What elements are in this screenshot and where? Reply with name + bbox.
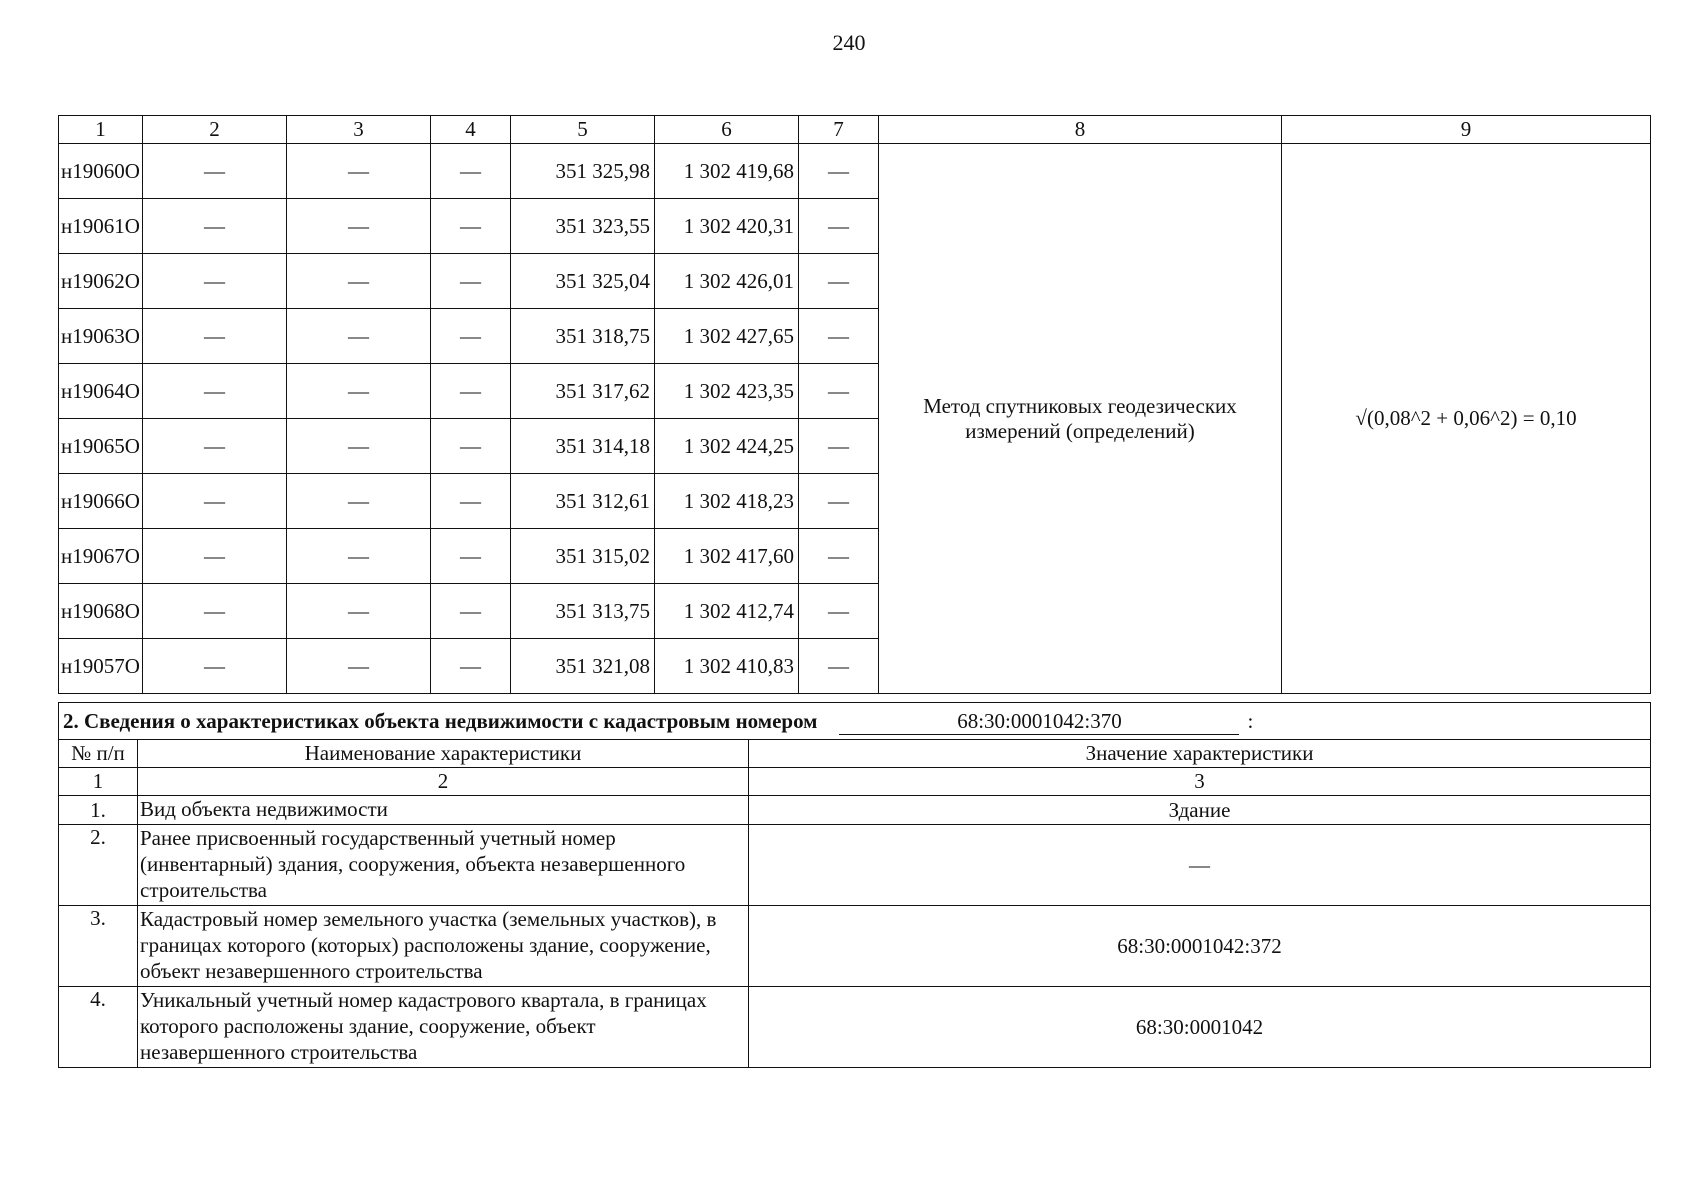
empty-cell: — xyxy=(799,584,879,639)
column-header: 1 xyxy=(59,116,143,144)
empty-cell: — xyxy=(287,419,431,474)
table-row xyxy=(59,987,1651,1068)
point-name: н19067О xyxy=(59,529,143,584)
empty-cell: — xyxy=(287,584,431,639)
coordinate-y: 1 302 420,31 xyxy=(655,199,799,254)
empty-cell: — xyxy=(799,419,879,474)
row-number: 4. xyxy=(59,987,138,1068)
column-header: Значение характеристики xyxy=(749,740,1651,768)
empty-cell: — xyxy=(431,639,511,694)
row-number: 3. xyxy=(59,906,138,987)
coordinate-y: 1 302 426,01 xyxy=(655,254,799,309)
empty-cell: — xyxy=(143,529,287,584)
empty-cell: — xyxy=(143,419,287,474)
empty-cell: — xyxy=(143,144,287,199)
empty-cell: — xyxy=(143,364,287,419)
empty-cell: — xyxy=(143,584,287,639)
column-header: 4 xyxy=(431,116,511,144)
point-name: н19065О xyxy=(59,419,143,474)
empty-cell: — xyxy=(431,254,511,309)
empty-cell: — xyxy=(431,584,511,639)
coordinate-x: 351 325,98 xyxy=(511,144,655,199)
empty-cell: — xyxy=(799,474,879,529)
section-title-row xyxy=(59,703,1651,740)
section-title: 2. Сведения о характеристиках объекта недвижимости с кадастровым номером xyxy=(63,708,818,733)
coordinate-x: 351 315,02 xyxy=(511,529,655,584)
column-header: 7 xyxy=(799,116,879,144)
coordinate-x: 351 321,08 xyxy=(511,639,655,694)
method-cell: Метод спутниковых геодезических измерений (определений) xyxy=(879,144,1282,694)
coordinate-y: 1 302 412,74 xyxy=(655,584,799,639)
empty-cell: — xyxy=(143,199,287,254)
empty-cell: — xyxy=(143,474,287,529)
empty-cell: — xyxy=(287,144,431,199)
section-title-line xyxy=(63,708,1646,735)
characteristic-name: Уникальный учетный номер кадастрового квартала, в границах которого расположены здание, сооружение, объект незавершенного строительства xyxy=(138,987,749,1068)
empty-cell: — xyxy=(431,199,511,254)
point-name: н19064О xyxy=(59,364,143,419)
coordinate-y: 1 302 423,35 xyxy=(655,364,799,419)
empty-cell: — xyxy=(799,254,879,309)
characteristic-name: Вид объекта недвижимости xyxy=(138,796,749,825)
column-header: Наименование характеристики xyxy=(138,740,749,768)
empty-cell: — xyxy=(287,309,431,364)
coordinate-y: 1 302 427,65 xyxy=(655,309,799,364)
empty-cell: — xyxy=(431,309,511,364)
row-number: 1. xyxy=(59,796,138,825)
column-number: 3 xyxy=(749,768,1651,796)
characteristics-table xyxy=(58,702,1651,1068)
coordinate-y: 1 302 424,25 xyxy=(655,419,799,474)
empty-cell: — xyxy=(287,639,431,694)
empty-cell: — xyxy=(143,309,287,364)
column-header: 3 xyxy=(287,116,431,144)
column-header: 5 xyxy=(511,116,655,144)
coordinate-y: 1 302 410,83 xyxy=(655,639,799,694)
characteristic-value: Здание xyxy=(749,796,1651,825)
column-header: № п/п xyxy=(59,740,138,768)
empty-cell: — xyxy=(143,639,287,694)
table-row xyxy=(59,825,1651,906)
coordinate-x: 351 323,55 xyxy=(511,199,655,254)
column-header: 6 xyxy=(655,116,799,144)
empty-cell: — xyxy=(431,474,511,529)
cadastral-number: 68:30:0001042:370 xyxy=(839,708,1239,735)
column-number: 2 xyxy=(138,768,749,796)
characteristic-name: Кадастровый номер земельного участка (земельных участков), в границах которого (которых) расположены здание, сооружение, объект незавершенного строительства xyxy=(138,906,749,987)
point-name: н19063О xyxy=(59,309,143,364)
coordinates-header-row xyxy=(59,116,1651,144)
column-number-row xyxy=(59,768,1651,796)
accuracy-cell: √(0,08^2 + 0,06^2) = 0,10 xyxy=(1282,144,1651,694)
coordinate-x: 351 317,62 xyxy=(511,364,655,419)
row-number: 2. xyxy=(59,825,138,906)
section-title-cell xyxy=(59,703,1651,740)
column-number: 1 xyxy=(59,768,138,796)
empty-cell: — xyxy=(799,309,879,364)
coordinate-x: 351 314,18 xyxy=(511,419,655,474)
empty-cell: — xyxy=(799,364,879,419)
empty-cell: — xyxy=(799,144,879,199)
empty-cell: — xyxy=(799,199,879,254)
title-colon: : xyxy=(1247,708,1254,733)
coordinate-x: 351 312,61 xyxy=(511,474,655,529)
coordinate-x: 351 313,75 xyxy=(511,584,655,639)
empty-cell: — xyxy=(287,364,431,419)
column-header: 8 xyxy=(879,116,1282,144)
coordinate-y: 1 302 418,23 xyxy=(655,474,799,529)
header-row xyxy=(59,740,1651,768)
coordinates-table xyxy=(58,115,1651,694)
empty-cell: — xyxy=(287,254,431,309)
point-name: н19061О xyxy=(59,199,143,254)
empty-cell: — xyxy=(799,639,879,694)
empty-cell: — xyxy=(143,254,287,309)
empty-cell: — xyxy=(431,144,511,199)
table-row xyxy=(59,796,1651,825)
empty-cell: — xyxy=(431,364,511,419)
characteristic-value: 68:30:0001042 xyxy=(749,987,1651,1068)
point-name: н19068О xyxy=(59,584,143,639)
characteristic-value: 68:30:0001042:372 xyxy=(749,906,1651,987)
coordinate-x: 351 318,75 xyxy=(511,309,655,364)
column-header: 9 xyxy=(1282,116,1651,144)
column-header: 2 xyxy=(143,116,287,144)
point-name: н19060О xyxy=(59,144,143,199)
characteristic-name: Ранее присвоенный государственный учетный номер (инвентарный) здания, сооружения, объекта незавершенного строительства xyxy=(138,825,749,906)
page-number: 240 xyxy=(832,30,866,55)
empty-cell: — xyxy=(431,419,511,474)
empty-cell: — xyxy=(287,199,431,254)
empty-cell: — xyxy=(799,529,879,584)
characteristic-value: — xyxy=(749,825,1651,906)
empty-cell: — xyxy=(287,529,431,584)
point-name: н19066О xyxy=(59,474,143,529)
coordinate-y: 1 302 417,60 xyxy=(655,529,799,584)
point-name: н19062О xyxy=(59,254,143,309)
point-name: н19057О xyxy=(59,639,143,694)
coordinate-x: 351 325,04 xyxy=(511,254,655,309)
coordinate-y: 1 302 419,68 xyxy=(655,144,799,199)
empty-cell: — xyxy=(431,529,511,584)
table-row xyxy=(59,144,1651,199)
empty-cell: — xyxy=(287,474,431,529)
table-row xyxy=(59,906,1651,987)
